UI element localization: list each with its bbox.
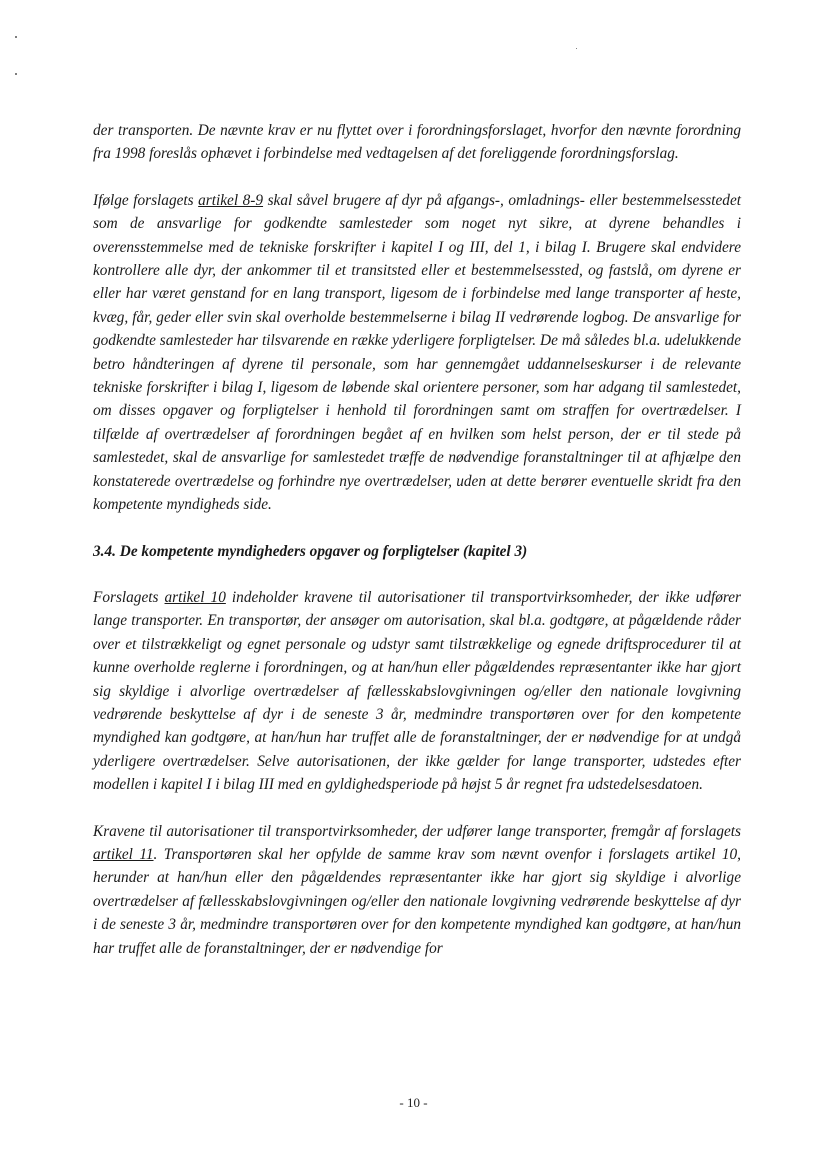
scan-speck (576, 48, 577, 49)
paragraph-article-10: Forslagets artikel 10 indeholder kravene til autorisationer til transportvirksomheder, der ikke udfører lange transporter. En transportør, der ansøger om autorisation, skal bl.a. godtgøre, at pågældende råder over et tilstrækkeligt og egnet personale og udstyr samt tilstrækkelige og egnede driftsprocedurer til at kunne overholde reglerne i forordningen, og at han/hun eller pågældendes repræsentanter ikke har gjort sig skyldige i alvorlige overtrædelser af fællesskabslovgivningen og/eller den nationale lovgivning vedrørende beskyttelse af dyr i de seneste 3 år, medmindre transportøren over for den kompetente myndighed kan godtgøre, at han/hun har truffet alle de foranstaltninger, der er nødvendige for at undgå yderligere overtrædelser. Selve autorisationen, der ikke gælder for lange transporter, udstedes efter modellen i kapitel I i bilag III med en gyldighedsperiode på højst 5 år regnet fra udstedelsesdatoen. (93, 588, 741, 794)
paragraph-continuation: der transporten. De nævnte krav er nu flyttet over i forordningsforslaget, hvorfor den nævnte forordning fra 1998 foreslås ophævet i forbindelse med vedtagelsen af det foreliggende forordningsforslag. (93, 122, 741, 163)
article-reference: artikel 10 (164, 588, 226, 606)
paragraph-article-11: Kravene til autorisationer til transportvirksomheder, der udfører lange transporter, fremgår af forslagets artikel 11. Transportøren skal her opfylde de samme krav som nævnt ovenfor i forslagets artikel 10, herunder at han/hun eller den pågældendes repræsentanter ikke har gjort sig skyldige i alvorlige overtrædelser af fællesskabslovgivningen og/eller den nationale lovgivning vedrørende beskyttelse af dyr i de seneste 3 år, medmindre transportøren over for den kompetente myndighed kan godtgøre, at han/hun har truffet alle de foranstaltninger, der er nødvendige for (93, 822, 741, 957)
page-number: - 10 - (399, 1095, 428, 1110)
section-heading: 3.4. De kompetente myndigheders opgaver og forpligtelser (kapitel 3) (93, 542, 528, 560)
scan-speck (15, 73, 17, 75)
document-body (93, 119, 741, 960)
article-reference: artikel 8-9 (198, 191, 264, 209)
scan-speck (15, 36, 17, 38)
article-reference: artikel 11 (93, 845, 154, 863)
paragraph-article-8-9: Ifølge forslagets artikel 8-9 skal såvel brugere af dyr på afgangs-, omladnings- eller bestemmelsesstedet som de ansvarlige for godkendte samlesteder som noget nyt sikre, at dyrene behandles i overensstemmelse med de tekniske forskrifter i kapitel I og III, del 1, i bilag I. Brugere skal endvidere kontrollere alle dyr, der ankommer til et transitsted eller et bestemmelsessted, og fastslå, om dyrene er eller har været genstand for en lang transport, ligesom de i forbindelse med lange transporter af heste, kvæg, får, geder eller svin skal overholde bestemmelserne i bilag II vedrørende logbog. De ansvarlige for godkendte samlesteder har tilsvarende en række yderligere forpligtelser. De må således bl.a. udelukkende betro håndteringen af dyrene til personale, som har gennemgået uddannelseskurser i de relevante tekniske forskrifter i bilag I, ligesom de løbende skal orientere personer, som har adgang til samlestedet, om disses opgaver og forpligtelser i henhold til forordningen samt om straffen for overtrædelser. I tilfælde af overtrædelser af forordningen begået af en hvilken som helst person, der er til stede på samlestedet, skal de ansvarlige for samlestedet træffe de nødvendige foranstaltninger til at afhjælpe den konstaterede overtrædelse og forhindre nye overtrædelser, uden at dette berører eventuelle skridt fra den kompetente myndigheds side. (93, 191, 741, 514)
